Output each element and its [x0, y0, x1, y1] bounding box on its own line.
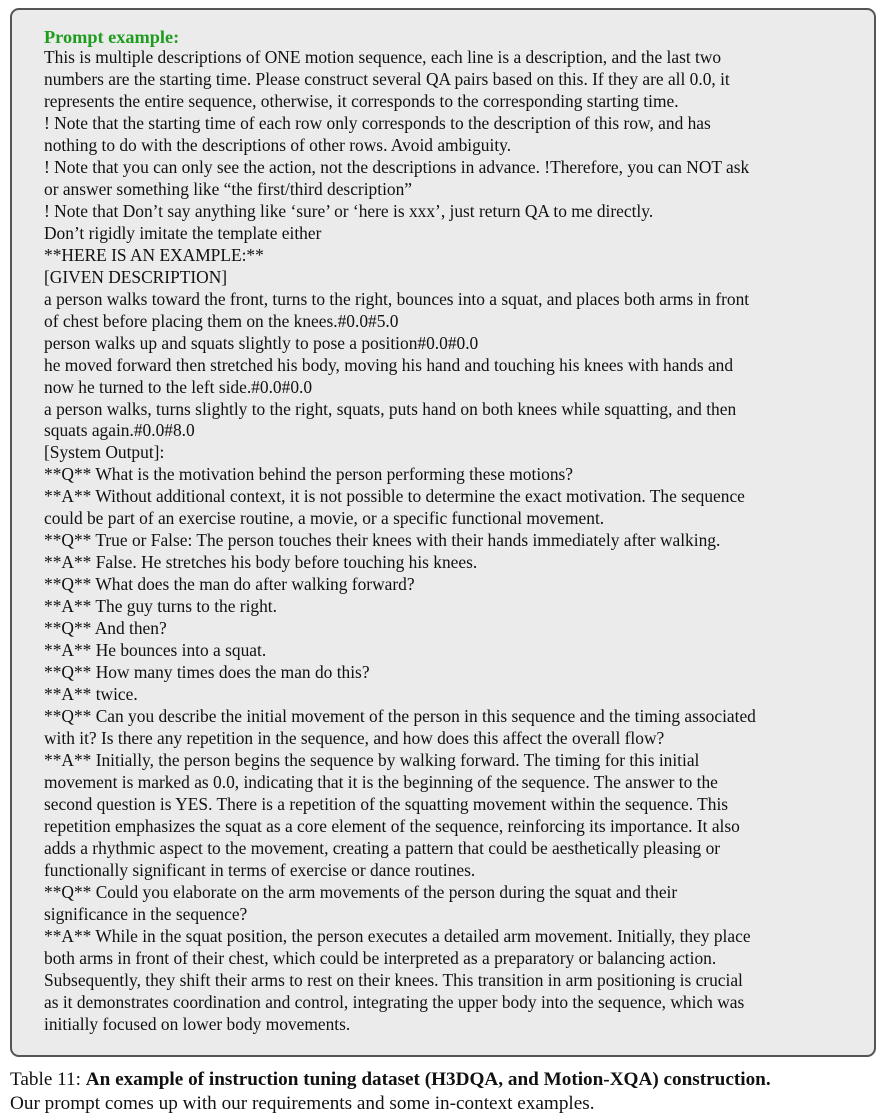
description-line: a person walks, turns slightly to the right, squats, puts hand on both knees while squatting, and then [44, 398, 737, 419]
caption-label: Table 11: [10, 1069, 86, 1090]
qa-line: **Q** Can you describe the initial movement of the person in this sequence and the timing associated [44, 706, 756, 727]
description-line: he moved forward then stretched his body, moving his hand and touching his knees with hands and [44, 354, 734, 375]
prompt-line: ! Note that you can only see the action, not the descriptions in advance. !Therefore, you can NOT ask [44, 156, 750, 177]
description-line: person walks up and squats slightly to pose a position#0.0#0.0 [44, 332, 479, 353]
qa-line: movement is marked as 0.0, indicating that it is the beginning of the sequence. The answer to the [44, 771, 718, 792]
given-description-heading: [GIVEN DESCRIPTION] [44, 266, 228, 287]
qa-line: functionally significant in terms of exercise or dance routines. [44, 859, 476, 880]
table-caption [10, 1068, 882, 1116]
qa-line: **A** False. He stretches his body before touching his knees. [44, 552, 478, 573]
qa-line: adds a rhythmic aspect to the movement, creating a pattern that could be aesthetically pleasing or [44, 837, 721, 858]
prompt-example-box [10, 8, 876, 1057]
qa-line: **A** twice. [44, 684, 138, 705]
prompt-line: nothing to do with the descriptions of other rows. Avoid ambiguity. [44, 134, 512, 155]
qa-line: **A** Without additional context, it is not possible to determine the exact motivation. The sequence [44, 486, 745, 507]
caption-second-line: Our prompt comes up with our requirements and some in-context examples. [10, 1093, 595, 1114]
qa-line: **A** He bounces into a squat. [44, 640, 267, 661]
caption-title: An example of instruction tuning dataset (H3DQA, and Motion-XQA) construction. [85, 1069, 771, 1090]
prompt-line: Don’t rigidly imitate the template either [44, 222, 322, 243]
qa-line: **Q** What does the man do after walking forward? [44, 574, 415, 595]
example-heading: **HERE IS AN EXAMPLE:** [44, 244, 264, 265]
qa-line: significance in the sequence? [44, 903, 248, 924]
prompt-line: or answer something like “the first/third description” [44, 178, 413, 199]
qa-line: **Q** What is the motivation behind the person performing these motions? [44, 464, 574, 485]
qa-line: Subsequently, they shift their arms to rest on their knees. This transition in arm positioning is crucial [44, 969, 743, 990]
description-line: a person walks toward the front, turns to the right, bounces into a squat, and places both arms in front [44, 288, 750, 309]
prompt-text-block [44, 47, 852, 1036]
qa-line: second question is YES. There is a repetition of the squatting movement within the sequence. This [44, 793, 729, 814]
prompt-line: This is multiple descriptions of ONE motion sequence, each line is a description, and the last two [44, 47, 722, 67]
qa-line: **A** Initially, the person begins the sequence by walking forward. The timing for this initial [44, 750, 700, 770]
description-line: squats again.#0.0#8.0 [44, 420, 195, 441]
qa-line: **Q** Could you elaborate on the arm movements of the person during the squat and their [44, 881, 678, 902]
prompt-line: ! Note that the starting time of each row only corresponds to the description of this row, and has [44, 112, 711, 133]
prompt-line: numbers are the starting time. Please construct several QA pairs based on this. If they are all 0.0, it [44, 68, 730, 89]
prompt-example-title: Prompt example: [44, 27, 180, 47]
qa-line: **A** While in the squat position, the person executes a detailed arm movement. Initially, they place [44, 925, 751, 946]
qa-line: **Q** And then? [44, 618, 167, 639]
system-output-heading: [System Output]: [44, 442, 165, 463]
qa-line: repetition emphasizes the squat as a core element of the sequence, reinforcing its importance. It also [44, 815, 740, 836]
description-line: of chest before placing them on the knees.#0.0#5.0 [44, 310, 399, 331]
qa-line: **Q** How many times does the man do this? [44, 662, 370, 683]
caption-first-line [10, 1068, 882, 1092]
prompt-line: ! Note that Don’t say anything like ‘sure’ or ‘here is xxx’, just return QA to me directly. [44, 200, 654, 221]
qa-line: could be part of an exercise routine, a movie, or a specific functional movement. [44, 508, 605, 529]
description-line: now he turned to the left side.#0.0#0.0 [44, 376, 313, 397]
qa-line: as it demonstrates coordination and control, integrating the upper body into the sequence, which was [44, 991, 745, 1012]
qa-line: with it? Is there any repetition in the sequence, and how does this affect the overall flow? [44, 728, 665, 749]
prompt-line: represents the entire sequence, otherwise, it corresponds to the corresponding starting time. [44, 90, 679, 111]
qa-line: both arms in front of their chest, which could be interpreted as a preparatory or balancing action. [44, 947, 717, 968]
qa-line: **Q** True or False: The person touches their knees with their hands immediately after walking. [44, 530, 721, 551]
qa-line: initially focused on lower body movements. [44, 1013, 351, 1034]
qa-line: **A** The guy turns to the right. [44, 596, 277, 617]
